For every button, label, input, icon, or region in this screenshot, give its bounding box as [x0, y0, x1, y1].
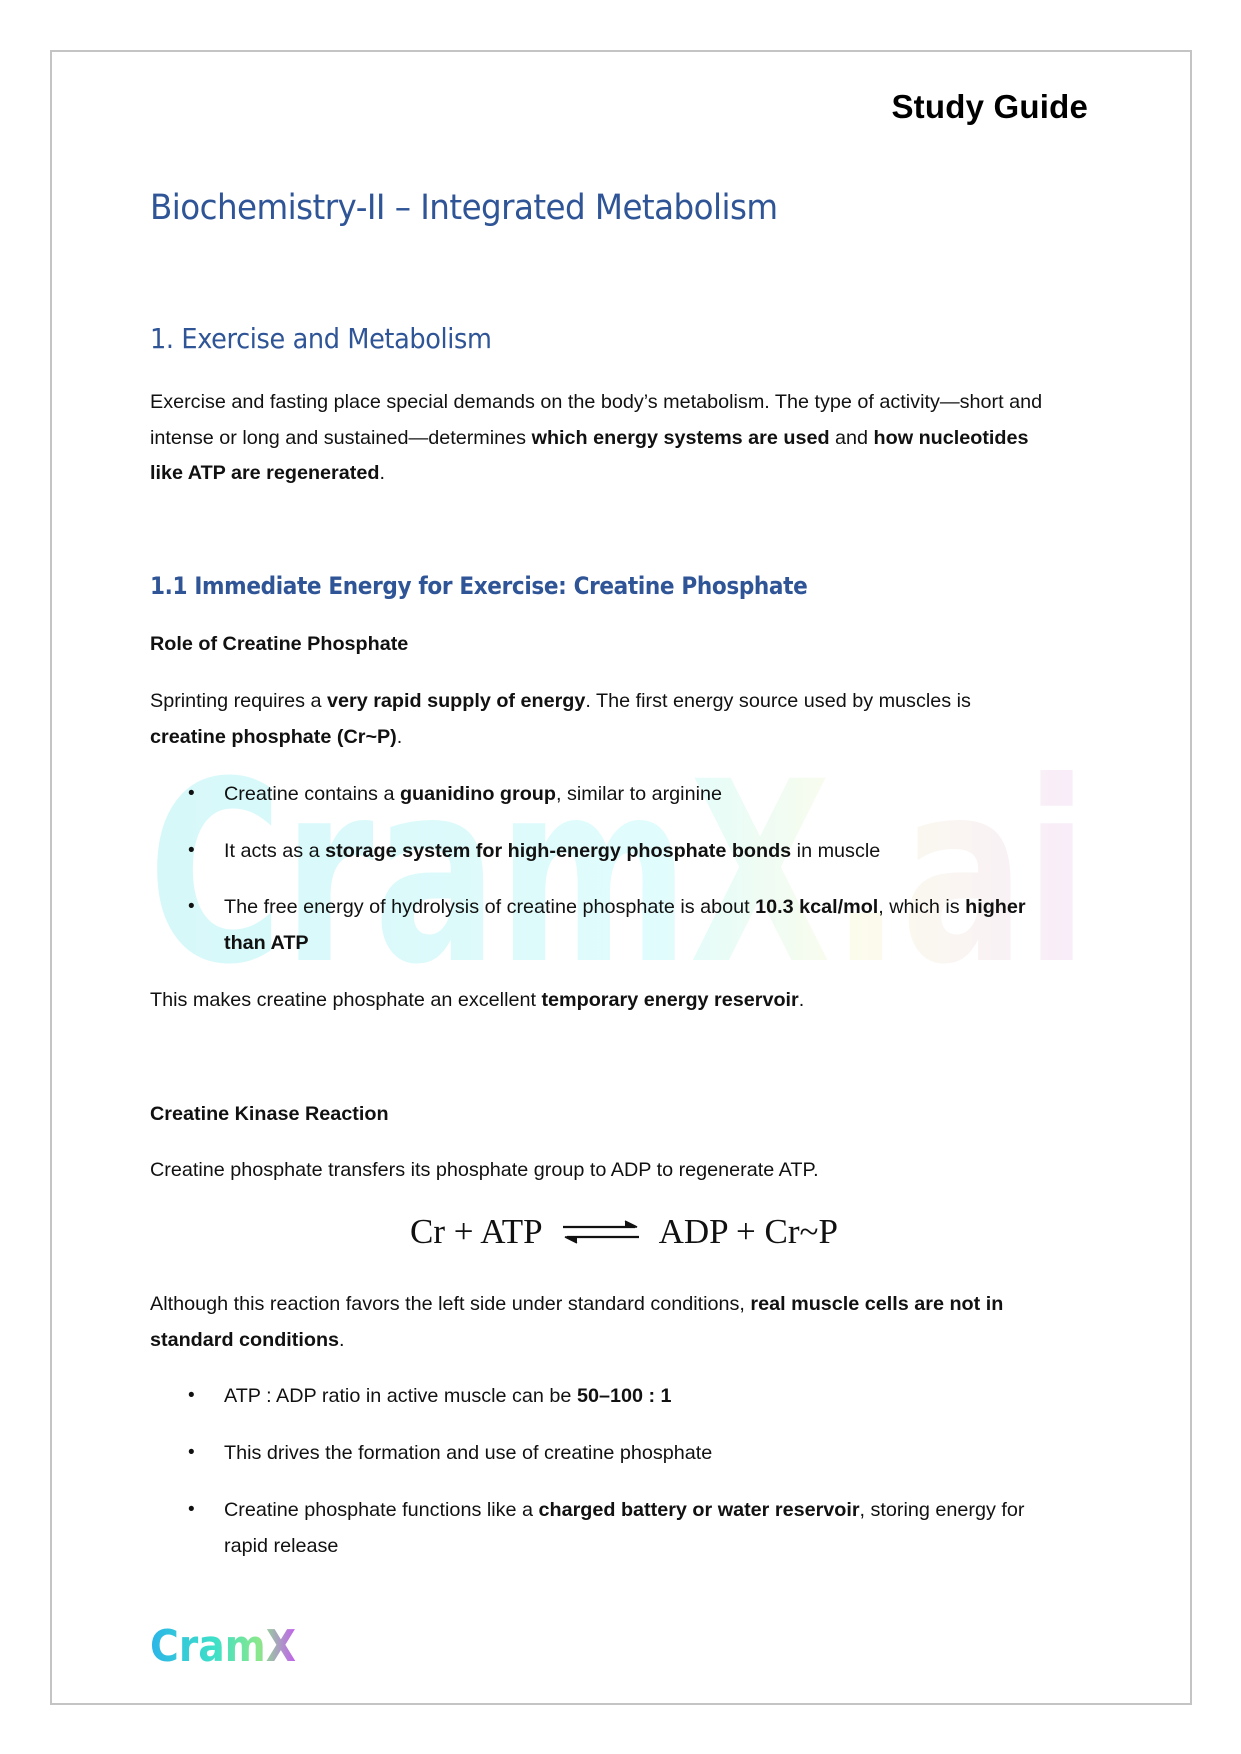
subheading-kinase: Creatine Kinase Reaction [150, 1103, 389, 1125]
list-item: This drives the formation and use of creatine phosphate [224, 1442, 713, 1464]
bullet-marker: • [188, 1385, 195, 1406]
list-item: It acts as a storage system for high-energy phosphate bonds in muscle [224, 840, 881, 862]
equation-reactants: Cr + ATP [410, 1212, 543, 1251]
cramx-logo [150, 1615, 300, 1671]
page-title: Biochemistry-II – Integrated Metabolism [150, 188, 778, 228]
intro-line-2: intense or long and sustained—determines which energy systems are used and how nucleotides [150, 427, 1029, 449]
list-item: ATP : ADP ratio in active muscle can be 50–100 : 1 [224, 1385, 672, 1407]
subheading-role: Role of Creatine Phosphate [150, 633, 409, 655]
creatine-kinase-equation [410, 1212, 838, 1252]
document-label: Study Guide [891, 88, 1088, 125]
kinase-paragraph-line-1: Although this reaction favors the left side under standard conditions, real muscle cells are not in [150, 1293, 1004, 1315]
list-item: The free energy of hydrolysis of creatine phosphate is about 10.3 kcal/mol, which is higher [224, 896, 1026, 918]
role-paragraph-line-1: Sprinting requires a very rapid supply of energy. The first energy source used by muscles is [150, 690, 971, 712]
watermark-text: CramX.ai [148, 750, 1088, 990]
list-item-continuation: than ATP [224, 932, 309, 954]
bullet-marker: • [188, 1499, 195, 1520]
subsection-heading-creatine: 1.1 Immediate Energy for Exercise: Creatine Phosphate [150, 572, 808, 600]
equilibrium-arrows-icon [561, 1218, 641, 1246]
intro-line-1: Exercise and fasting place special demands on the body’s metabolism. The type of activity—short and [150, 391, 1043, 413]
equation-products: ADP + Cr~P [658, 1212, 838, 1251]
role-paragraph-line-2: creatine phosphate (Cr~P). [150, 726, 403, 748]
bullet-marker: • [188, 896, 195, 917]
intro-line-3: like ATP are regenerated. [150, 462, 385, 484]
list-item-continuation: rapid release [224, 1535, 339, 1557]
kinase-paragraph-line-2: standard conditions. [150, 1329, 345, 1351]
logo-text: CramX [150, 1621, 297, 1671]
list-item: Creatine phosphate functions like a charged battery or water reservoir, storing energy for [224, 1499, 1025, 1521]
bullet-marker: • [188, 1442, 195, 1463]
section-heading-exercise: 1. Exercise and Metabolism [150, 323, 492, 355]
bullet-marker: • [188, 840, 195, 861]
list-item: Creatine contains a guanidino group, similar to arginine [224, 783, 722, 805]
bullet-marker: • [188, 783, 195, 804]
kinase-intro: Creatine phosphate transfers its phosphate group to ADP to regenerate ATP. [150, 1159, 819, 1181]
role-summary: This makes creatine phosphate an excellent temporary energy reservoir. [150, 989, 805, 1011]
